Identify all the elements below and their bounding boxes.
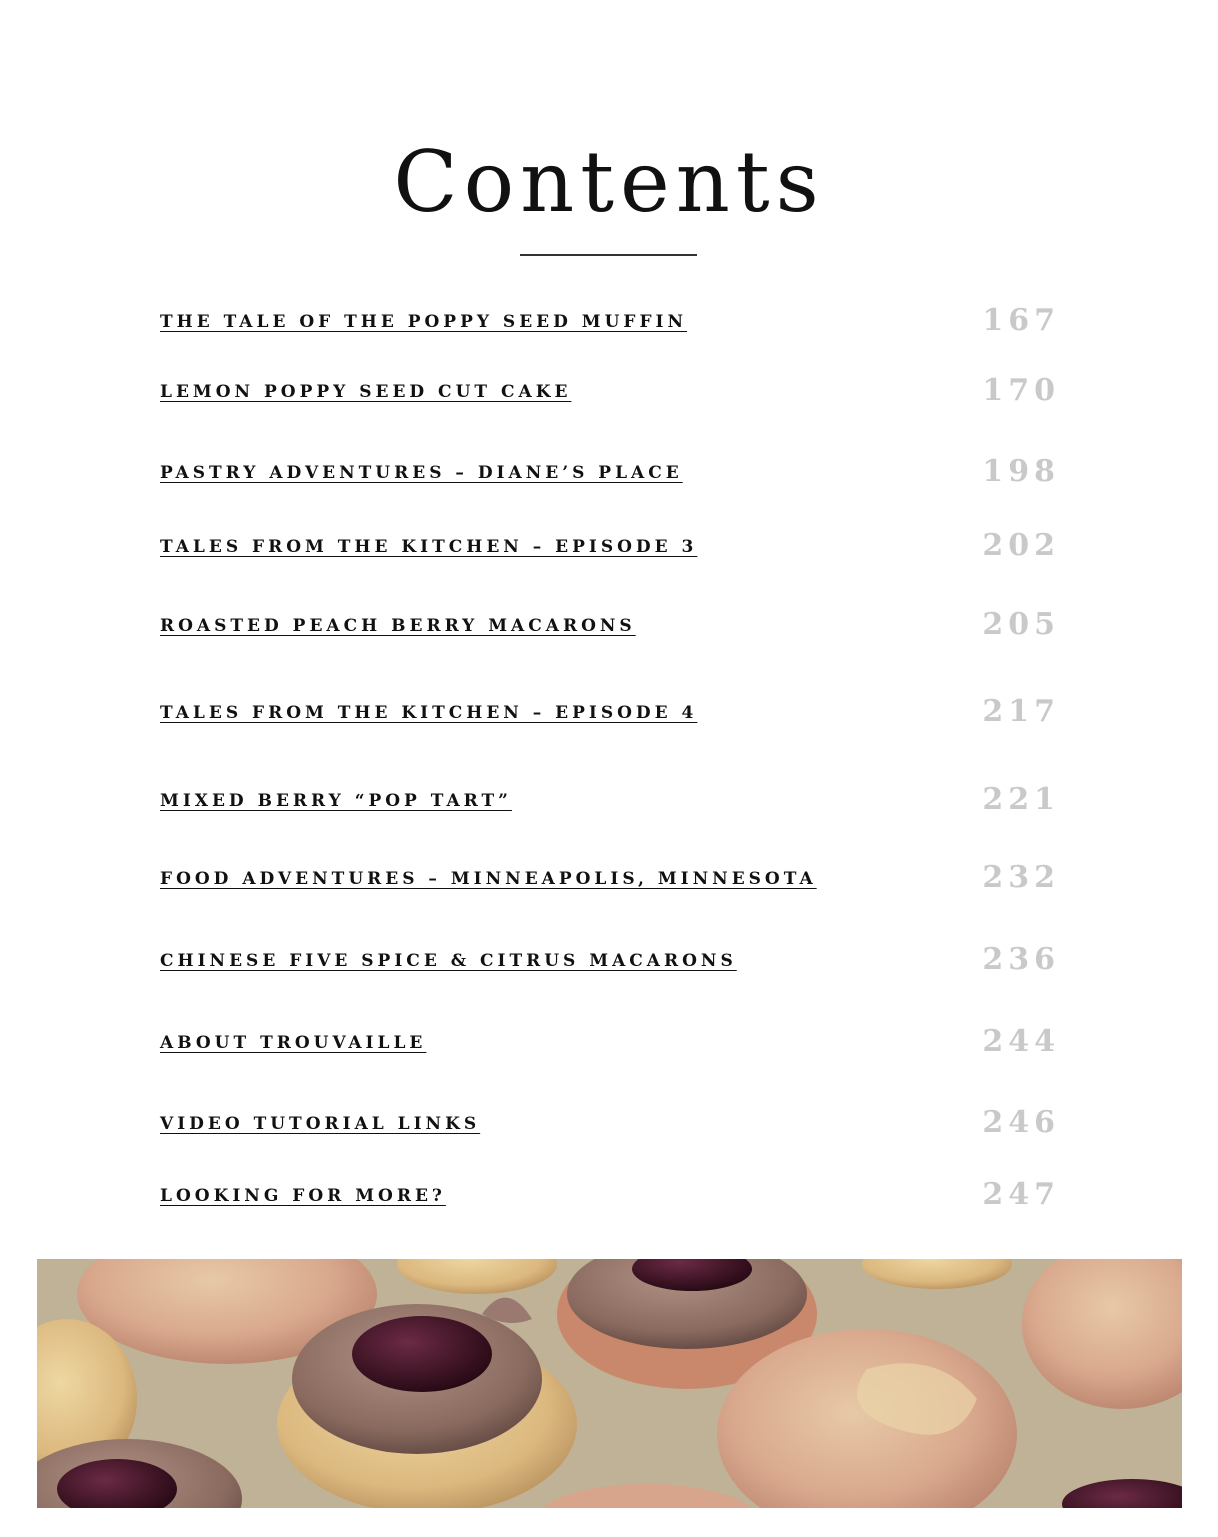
toc-page-number: 232 [982,860,1060,895]
title-divider [520,254,697,256]
toc-entry[interactable] [160,1100,1060,1140]
toc-entry[interactable] [160,602,1060,642]
macarons-photo [37,1259,1182,1508]
toc-entry[interactable] [160,777,1060,817]
toc-page-number: 217 [982,694,1060,729]
toc-entry-link[interactable]: CHINESE FIVE SPICE & CITRUS MACARONS [160,951,737,971]
toc-entry-link[interactable]: ABOUT TROUVAILLE [160,1033,427,1053]
toc-entry-link[interactable]: LOOKING FOR MORE? [160,1186,446,1206]
toc-entry-link[interactable]: LEMON POPPY SEED CUT CAKE [160,382,572,402]
toc-entry[interactable] [160,937,1060,977]
toc-entry-link[interactable]: THE TALE OF THE POPPY SEED MUFFIN [160,312,688,332]
toc-entry-link[interactable]: TALES FROM THE KITCHEN – EPISODE 4 [160,703,698,723]
toc-entry[interactable] [160,689,1060,729]
toc-entry-link[interactable]: MIXED BERRY “POP TART” [160,791,512,811]
toc-page-number: 205 [982,607,1060,642]
toc-entry-link[interactable]: PASTRY ADVENTURES – DIANE’S PLACE [160,463,683,483]
toc-entry[interactable] [160,298,1060,338]
toc-page-number: 247 [982,1177,1060,1212]
toc-entry[interactable] [160,523,1060,563]
toc-entry-link[interactable]: FOOD ADVENTURES – MINNEAPOLIS, MINNESOTA [160,869,817,889]
toc-page-number: 198 [982,454,1060,489]
toc-entry-link[interactable]: VIDEO TUTORIAL LINKS [160,1114,481,1134]
toc-page-number: 167 [982,303,1060,338]
toc-page-number: 202 [982,528,1060,563]
toc-entry[interactable] [160,368,1060,408]
toc-entry-link[interactable]: ROASTED PEACH BERRY MACARONS [160,616,636,636]
toc-page-number: 244 [982,1024,1060,1059]
toc-entry-link[interactable]: TALES FROM THE KITCHEN – EPISODE 3 [160,537,698,557]
toc-entry[interactable] [160,1172,1060,1212]
toc-page-number: 246 [982,1105,1060,1140]
toc-page-number: 170 [982,373,1060,408]
toc-page-number: 221 [982,782,1060,817]
toc-entry[interactable] [160,1019,1060,1059]
page-title: Contents [393,133,825,231]
toc-page-number: 236 [982,942,1060,977]
toc-entry[interactable] [160,449,1060,489]
toc-entry[interactable] [160,855,1060,895]
